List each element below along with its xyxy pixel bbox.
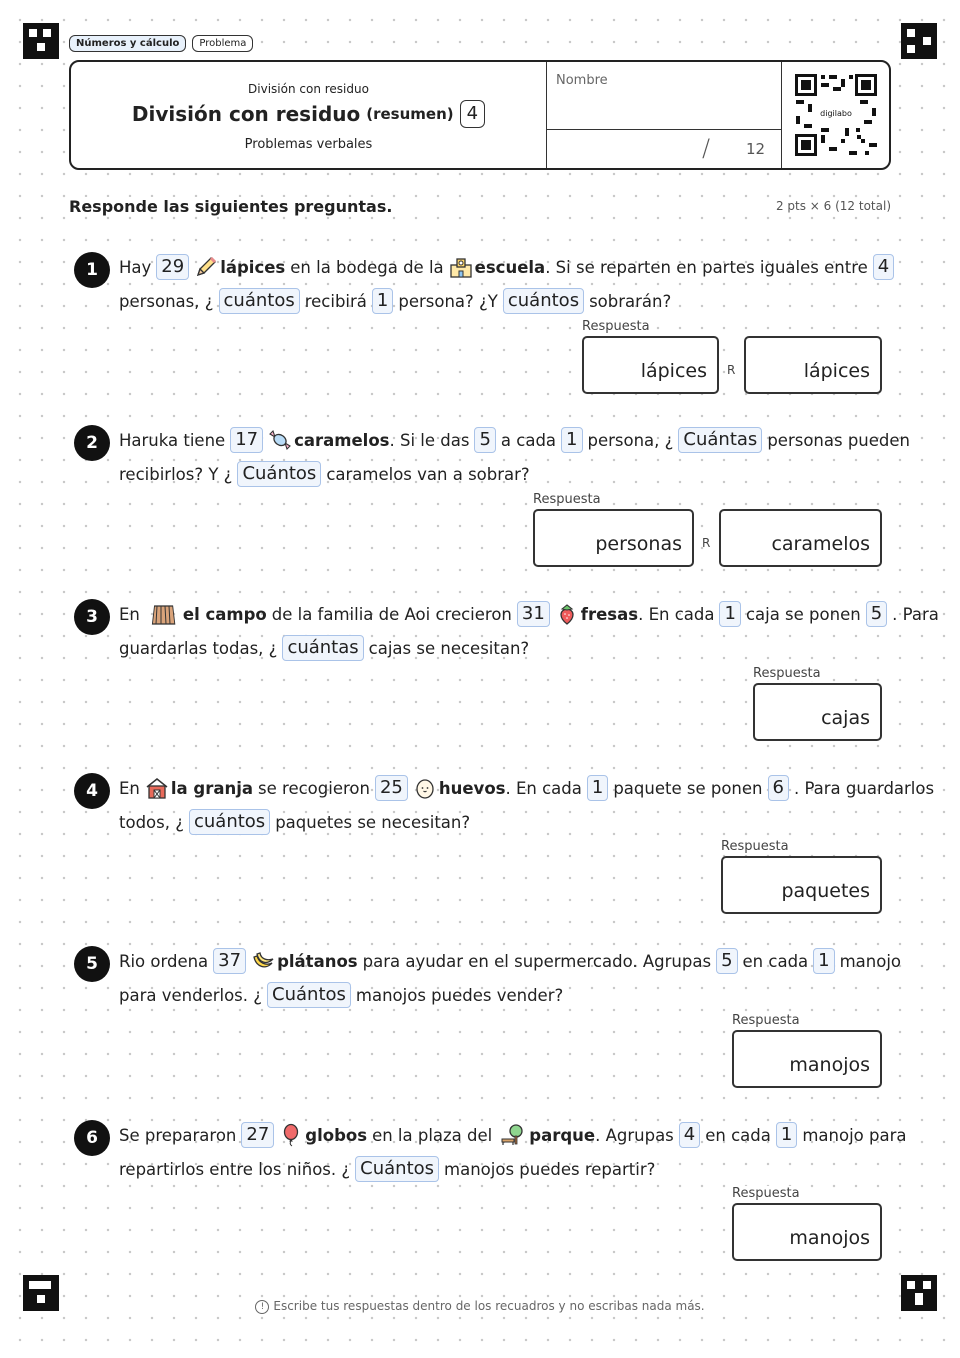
keyword: el campo: [182, 604, 267, 624]
egg-icon: [413, 776, 437, 800]
text: guardarlas todas, ¿: [119, 638, 278, 658]
text: sobrarán?: [589, 291, 672, 311]
text: En: [119, 778, 140, 798]
keyword: plátanos: [277, 951, 358, 971]
answer-unit: cajas: [821, 707, 870, 729]
answer-unit: lápices: [640, 360, 707, 382]
answer-unit: caramelos: [771, 533, 870, 555]
question-word-box: cuántas: [282, 635, 363, 661]
text: . Si le das: [389, 430, 470, 450]
answer-label: Respuesta: [582, 319, 650, 334]
corner-marker-top-left: [23, 23, 59, 59]
number-box: 25: [375, 775, 408, 801]
text: Rio ordena: [119, 951, 209, 971]
number-box: 17: [230, 427, 263, 453]
text: a cada: [500, 430, 557, 450]
question-word-box: Cuántas: [678, 427, 762, 453]
text: se recogieron: [258, 778, 370, 798]
text: . Para: [892, 604, 939, 624]
number-box: 5: [866, 601, 887, 627]
question-number: 2: [74, 425, 110, 461]
answer-unit: manojos: [789, 1054, 870, 1076]
number-box: 1: [719, 601, 740, 627]
question-line-2: [119, 807, 475, 837]
answer-unit: lápices: [803, 360, 870, 382]
tag-category: Números y cálculo: [69, 35, 186, 52]
qr-label: digilabo: [820, 109, 852, 118]
keyword: caramelos: [294, 430, 390, 450]
pencil-icon: [194, 255, 218, 279]
text: en la plaza del: [372, 1125, 493, 1145]
answer-label: Respuesta: [721, 839, 789, 854]
text: . Agrupas: [595, 1125, 674, 1145]
answer-label: Respuesta: [753, 666, 821, 681]
text: de la familia de Aoi crecieron: [271, 604, 512, 624]
text: manojo para: [802, 1125, 907, 1145]
text: repartirlos entre los niños. ¿: [119, 1159, 351, 1179]
tag-type: Problema: [192, 35, 253, 52]
number-box: 1: [776, 1122, 797, 1148]
text: paquete se ponen: [613, 778, 763, 798]
text: manojos puedes vender?: [355, 985, 564, 1005]
number-box: 31: [517, 601, 550, 627]
question-word-box: cuántos: [503, 288, 584, 314]
number-box: 27: [241, 1122, 274, 1148]
number-box: 37: [213, 948, 246, 974]
page-title: [71, 100, 546, 128]
question-number: 4: [74, 773, 110, 809]
text: personas, ¿: [119, 291, 214, 311]
answer-box-remainder[interactable]: [719, 509, 882, 567]
text: cajas se necesitan?: [368, 638, 530, 658]
number-box: 29: [156, 254, 189, 280]
balloon-icon: [279, 1123, 303, 1147]
name-label: Nombre: [556, 73, 608, 88]
answer-box[interactable]: [721, 856, 882, 914]
name-field[interactable]: [547, 62, 782, 130]
info-icon: !: [255, 1300, 269, 1314]
answer-label: Respuesta: [732, 1013, 800, 1028]
number-box: 4: [679, 1122, 700, 1148]
number-box: 5: [716, 948, 737, 974]
park-icon: [497, 1123, 527, 1147]
field-icon: [145, 602, 181, 626]
number-box: 1: [372, 288, 393, 314]
score-field[interactable]: [547, 130, 782, 168]
title-text: División con residuo: [131, 102, 361, 126]
remainder-label: R: [702, 536, 711, 550]
question-line-2: [119, 459, 535, 489]
question-line-1: [119, 773, 939, 803]
text: . En cada: [505, 778, 582, 798]
answer-label: Respuesta: [732, 1186, 800, 1201]
keyword: globos: [305, 1125, 368, 1145]
answer-box-remainder[interactable]: [744, 336, 882, 394]
question-line-2: [119, 1154, 660, 1184]
remainder-label: R: [727, 363, 736, 377]
question-number: 1: [74, 252, 110, 288]
number-box: 1: [587, 775, 608, 801]
keyword: escuela: [474, 257, 546, 277]
footer-text: Escribe tus respuestas dentro de los recuadros y no escribas nada más.: [273, 1299, 705, 1313]
question-number: 6: [74, 1120, 110, 1156]
points-info: 2 pts × 6 (12 total): [775, 199, 891, 213]
question-number: 3: [74, 599, 110, 635]
school-icon: [449, 255, 473, 279]
question-number: 5: [74, 946, 110, 982]
text: persona, ¿: [587, 430, 674, 450]
text: recibirá: [304, 291, 367, 311]
answer-box[interactable]: [732, 1203, 882, 1261]
category-tags: [69, 35, 253, 52]
title-block: [71, 62, 547, 168]
text: en cada: [742, 951, 809, 971]
text: caja se ponen: [745, 604, 861, 624]
text: . Si se reparten en partes iguales entre: [545, 257, 868, 277]
question-line-1: [119, 599, 944, 629]
text: personas pueden: [767, 430, 910, 450]
qr-code-icon: [794, 73, 878, 157]
text: . Para guardarlos: [793, 778, 935, 798]
text: todos, ¿: [119, 812, 184, 832]
question-line-1: [119, 1120, 911, 1150]
question-word-box: Cuántos: [355, 1156, 439, 1182]
text: Haruka tiene: [119, 430, 226, 450]
text: Hay: [119, 257, 152, 277]
header-subtitle-2: Problemas verbales: [244, 137, 373, 152]
strawberry-icon: [555, 602, 579, 626]
answer-label: Respuesta: [533, 492, 601, 507]
question-line-1: [119, 425, 915, 455]
question-line-2: [119, 286, 676, 316]
text: manojos puedes repartir?: [444, 1159, 656, 1179]
corner-marker-top-right: [901, 23, 937, 59]
number-box: 4: [873, 254, 894, 280]
question-word-box: Cuántos: [267, 982, 351, 1008]
score-total: 12: [746, 140, 766, 158]
text: Se prepararon: [119, 1125, 237, 1145]
answer-box-quotient[interactable]: [533, 509, 694, 567]
worksheet-header: [69, 60, 891, 170]
header-subtitle: División con residuo: [248, 82, 369, 96]
question-line-2: [119, 633, 534, 663]
text: para ayudar en el supermercado. Agrupas: [362, 951, 712, 971]
text: en la bodega de la: [290, 257, 444, 277]
question-word-box: cuántos: [219, 288, 300, 314]
text: paquetes se necesitan?: [275, 812, 471, 832]
keyword: la granja: [170, 778, 254, 798]
number-box: 5: [474, 427, 495, 453]
text: manojo: [839, 951, 902, 971]
score-slash: /: [702, 134, 711, 162]
text: en cada: [705, 1125, 771, 1145]
keyword: lápices: [220, 257, 286, 277]
text: En: [119, 604, 140, 624]
question-line-1: [119, 252, 899, 282]
footer-note: [0, 1299, 960, 1314]
candy-icon: [268, 428, 292, 452]
number-box: 1: [561, 427, 582, 453]
text: persona? ¿Y: [398, 291, 498, 311]
answer-unit: paquetes: [781, 880, 870, 902]
banana-icon: [251, 949, 275, 973]
text: recibirlos? Y ¿: [119, 464, 233, 484]
question-word-box: Cuántos: [237, 461, 321, 487]
number-box: 1: [813, 948, 834, 974]
instructions: Responde las siguientes preguntas.: [69, 197, 393, 216]
keyword: parque: [529, 1125, 596, 1145]
answer-box[interactable]: [753, 683, 882, 741]
text: para venderlos. ¿: [119, 985, 263, 1005]
keyword: huevos: [438, 778, 506, 798]
keyword: fresas: [580, 604, 639, 624]
question-word-box: cuántos: [189, 809, 270, 835]
question-line-2: [119, 980, 568, 1010]
level-badge: 4: [460, 100, 485, 128]
title-suffix: (resumen): [366, 105, 454, 123]
text: . En cada: [638, 604, 715, 624]
question-line-1: [119, 946, 906, 976]
text: caramelos van a sobrar?: [326, 464, 530, 484]
answer-unit: manojos: [789, 1227, 870, 1249]
barn-icon: [145, 776, 169, 800]
answer-unit: personas: [595, 533, 682, 555]
number-box: 6: [768, 775, 789, 801]
answer-box-quotient[interactable]: [582, 336, 719, 394]
answer-box[interactable]: [732, 1030, 882, 1088]
